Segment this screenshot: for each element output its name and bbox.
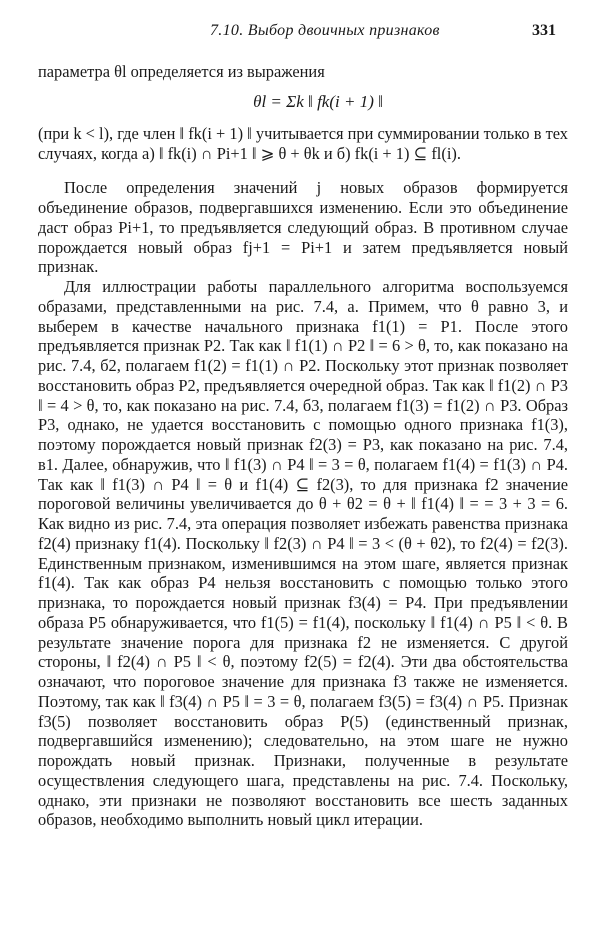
body-text bbox=[38, 62, 568, 830]
running-head: 7.10. Выбор двоичных признаков bbox=[210, 22, 440, 39]
intro-line: параметра θl определяется из выражения bbox=[38, 62, 325, 81]
page-header bbox=[0, 22, 600, 48]
paragraph-union: После определения значений j новых образов формируется объединение образов, подвергавшихся изменению. Если это объединение даст образ Pi+1, то предъявляется следующий образ. В противном случае порождается новый образ fj+1 = Pi+1 и затем предъявляется новый признак. bbox=[38, 178, 568, 277]
page-number: 331 bbox=[532, 22, 556, 39]
paragraph-gap bbox=[38, 163, 568, 178]
paragraph-condition: (при k < l), где член ‖ fk(i + 1) ‖ учитывается при суммировании только в тех случаях, когда а) ‖ fk(i) ∩ Pi+1 ‖ ⩾ θ + θk и б) fk(i + 1) ⊆ fl(i). bbox=[38, 123, 568, 163]
paragraph-illustration: Для иллюстрации работы параллельного алгоритма воспользуемся образами, представленными на рис. 7.4, а. Примем, что θ равно 3, и выберем в качестве начального признака f1(1) = P1. После этого предъявляется признак P2. Так как ‖ f1(1) ∩ P2 ‖ = 6 > θ, то, как показано на рис. 7.4, б2, полагаем f1(2) = f1(1) ∩ P2. Поскольку этот признак позволяет восстановить образ P2, предъявляется очередной образ. Так как ‖ f1(2) ∩ P3 ‖ = 4 > θ, то, как показано на рис. 7.4, б3, полагаем f1(3) = f1(2) ∩ P3. Образ P3, однако, не удается восстановить с помощью одного признака f1(3), поэтому порождается новый признак f2(3) = P3, как показано на рис. 7.4, в1. Далее, обнаружив, что ‖ f1(3) ∩ P4 ‖ = 3 = θ, полагаем f1(4) = f1(3) ∩ P4. Так как ‖ f1(3) ∩ P4 ‖ = θ и f1(4) ⊆ f2(3), то для признака f2 значение пороговой величины увеличивается до θ + θ2 = θ + ‖ f1(4) ‖ = = 3 + 3 = 6. Как видно из рис. 7.4, эта операция позволяет избежать равенства признака f2(4) признаку f1(4). Поскольку ‖ f2(3) ∩ P4 ‖ = 3 < (θ + θ2), то f2(4) = f2(3). Единственным признаком, изменившимся на этом шаге, является признак f1(4). Так как образ P4 нельзя восстановить с помощью только этого признака, то порождается новый признак f3(4) = P4. При предъявлении образа P5 обнаруживается, что f1(5) = f1(4), поскольку ‖ f1(4) ∩ P5 ‖ < θ. В результате значение порога для признака f2 не изменяется. С другой стороны, ‖ f2(4) ∩ P5 ‖ < θ, поэтому f2(5) = f2(4). Эти два обстоятельства означают, что пороговое значение для признака f3 также не изменяется. Поэтому, так как ‖ f3(4) ∩ P5 ‖ = 3 = θ, полагаем f3(5) = f3(4) ∩ P5. Признак f3(5) позволяет восстановить образ P(5) (единственный признак, подвергавшийся изменению); следовательно, на этом шаге не нужно порождать новый признак. Признаки, полученные в результате осуществления следующего шага, представлены на рис. 7.4. Поскольку, однако, эти признаки не позволяют восстановить все шесть заданных образов, необходимо выполнить новый цикл итерации. bbox=[38, 277, 568, 830]
formula-theta: θl = Σk ‖ fk(i + 1) ‖ bbox=[253, 91, 383, 111]
